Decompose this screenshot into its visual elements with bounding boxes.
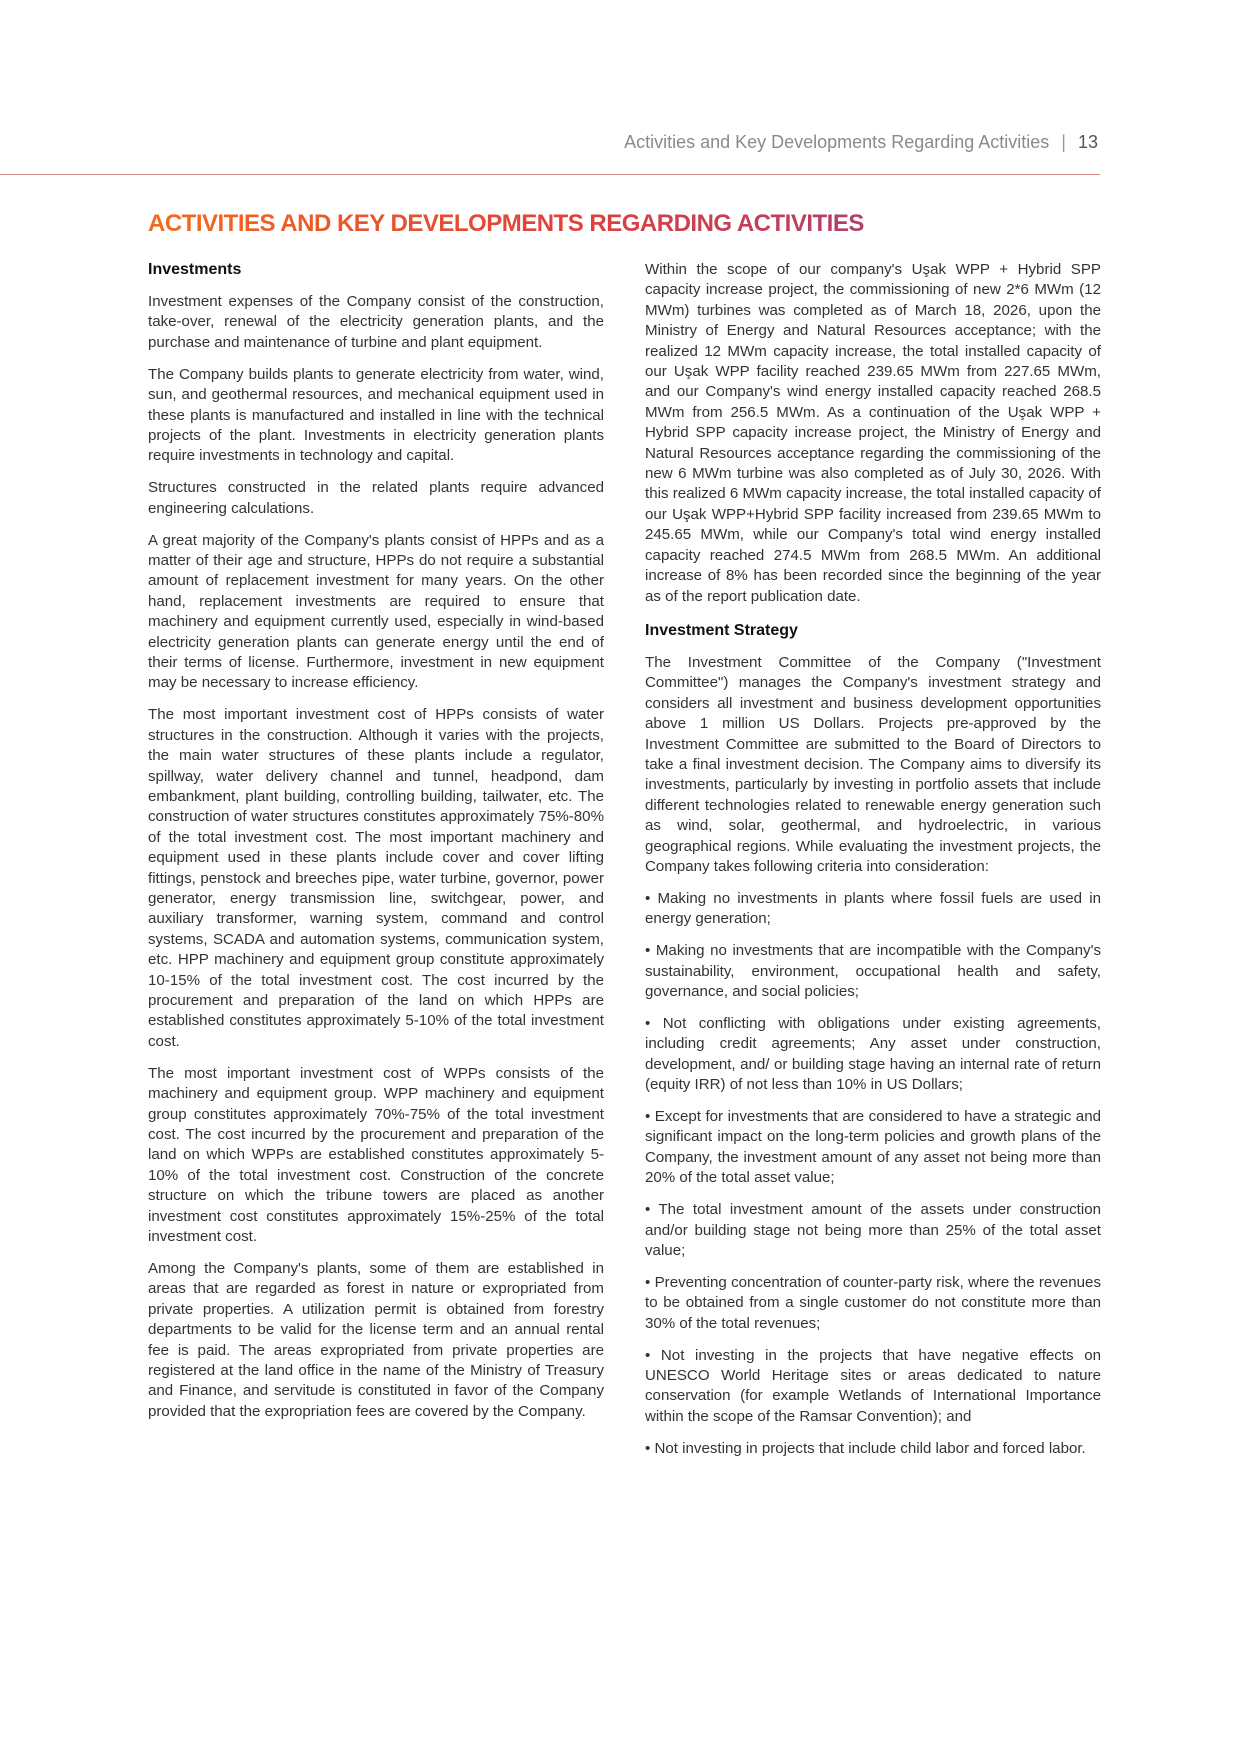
investments-heading: Investments (148, 261, 242, 278)
capacity-paragraph: Within the scope of our company's Uşak WPP + Hybrid SPP capacity increase project, the commissioning of new 2*6 MWm (12 MWm) turbines was completed as of March 18, 2026, upon the Ministry of Energy and Natural Resources acceptance; with the realized 12 MWm capacity increase, the total installed capacity of our Uşak WPP facility reached 239.65 MWm from 227.65 MWm, and our Company's wind energy installed capacity reached 268.5 MWm from 256.5 MWm. As a continuation of the Uşak WPP + Hybrid SPP capacity increase project, the Ministry of Energy and Natural Resources acceptance regarding the commissioning of the new 6 MWm turbine was also completed as of July 30, 2026. With this realized 6 MWm capacity increase, the total installed capacity of our Uşak WPP+Hybrid SPP facility increased from 239.65 MWm to 245.65 MWm, while our Company's total wind energy installed capacity reached 274.5 MWm from 268.5 MWm. An additional increase of 8% has been recorded since the beginning of the year as of the report publication date. (645, 261, 1101, 605)
running-header (148, 132, 1098, 153)
header-separator: | (1061, 132, 1066, 152)
paragraph: The most important investment cost of HPPs consists of water structures in the construction. Although it varies with the projects, the main water structures of these plants include a regulator, spillway, water delivery channel and tunnel, headpond, dam embankment, plant building, controlling building, tailwater, etc. The construction of water structures constitutes approximately 75%-80% of the total investment cost. The most important machinery and equipment used in these plants include cover and cover lifting fittings, penstock and breeches pipe, water turbine, governor, power generator, energy transmission line, switchgear, power, and auxiliary transformer, warning system, command and control systems, SCADA and automation systems, communication system, etc. HPP machinery and equipment group constitute approximately 10-15% of the total investment cost. The cost incurred by the procurement and preparation of the land on which HPPs are established constitutes approximately 5-10% of the total investment cost. (148, 706, 604, 1050)
paragraph: Structures constructed in the related plants require advanced engineering calculations. (148, 479, 604, 517)
right-column (645, 260, 1101, 1471)
header-divider (0, 174, 1100, 175)
left-column (148, 260, 604, 1434)
criteria-item: • The total investment amount of the assets under construction and/or building stage not being more than 25% of the total asset value; (645, 1201, 1101, 1259)
criteria-item: • Preventing concentration of counter-party risk, where the revenues to be obtained from a single customer do not constitute more than 30% of the total revenues; (645, 1273, 1101, 1332)
page-number: 13 (1077, 132, 1098, 152)
criteria-item: • Not investing in projects that include child labor and forced labor. (645, 1439, 1086, 1457)
criteria-item: • Making no investments that are incompatible with the Company's sustainability, environment, occupational health and safety, governance, and social policies; (645, 942, 1101, 1000)
page-title: ACTIVITIES AND KEY DEVELOPMENTS REGARDING ACTIVITIES (148, 210, 1098, 238)
paragraph: Investment expenses of the Company consist of the construction, take-over, renewal of the electricity generation plants, and the purchase and maintenance of turbine and plant equipment. (148, 293, 604, 351)
paragraph: The most important investment cost of WPPs consists of the machinery and equipment group. WPP machinery and equipment group constitutes approximately 70%-75% of the total investment cost. The cost incurred by the procurement and preparation of the land on which WPPs are established constitutes approximately 5-10% of the total investment cost. Construction of the concrete structure on which the tribune towers are placed as another investment cost constitutes approximately 15%-25% of the total investment cost. (148, 1064, 604, 1245)
paragraph: The Company builds plants to generate electricity from water, wind, sun, and geothermal resources, and mechanical equipment used in these plants is manufactured and installed in line with the technical projects of the plant. Investments in electricity generation plants require investments in technology and capital. (148, 365, 604, 465)
paragraph: A great majority of the Company's plants consist of HPPs and as a matter of their age and structure, HPPs do not require a substantial amount of replacement investment for many years. On the other hand, replacement investments are required to ensure that machinery and equipment currently used, especially in wind-based electricity generation plants can generate energy until the end of their terms of license. Furthermore, investment in new equipment may be necessary to increase efficiency. (148, 531, 604, 692)
criteria-item: • Except for investments that are considered to have a strategic and significant impact on the long-term policies and growth plans of the Company, the investment amount of any asset not being more than 20% of the total asset value; (645, 1108, 1101, 1187)
paragraph: Among the Company's plants, some of them are established in areas that are regarded as forest in nature or expropriated from private properties. A utilization permit is obtained from forestry departments to be valid for the license term and an annual rental fee is paid. The areas expropriated from private properties are registered at the land office in the name of the Ministry of Treasury and Finance, and servitude is constituted in favor of the Company provided that the expropriation fees are covered by the Company. (148, 1259, 604, 1420)
investment-strategy-heading: Investment Strategy (645, 621, 798, 639)
criteria-item: • Making no investments in plants where fossil fuels are used in energy generation; (645, 889, 1101, 928)
criteria-item: • Not investing in the projects that have negative effects on UNESCO World Heritage sites or areas dedicated to nature conservation (for example Wetlands of International Importance within the scope of the Ramsar Convention); and (645, 1346, 1101, 1425)
header-section-title: Activities and Key Developments Regarding Activities (624, 132, 1050, 152)
strategy-paragraph: The Investment Committee of the Company ("Investment Committee") manages the Company's investment strategy and considers all investment and business development opportunities above 1 million US Dollars. Projects pre-approved by the Investment Committee are submitted to the Board of Directors to take a final investment decision. The Company aims to diversify its investments, particularly by investing in portfolio assets that include different technologies related to renewable energy generation such as wind, solar, geothermal, and hydroelectric, in various geographical regions. While evaluating the investment projects, the Company takes following criteria into consideration: (645, 653, 1101, 875)
criteria-item: • Not conflicting with obligations under existing agreements, including credit agreements; Any asset under construction, development, and/ or building stage having an internal rate of return (equity IRR) of not less than 10% in US Dollars; (645, 1014, 1101, 1094)
